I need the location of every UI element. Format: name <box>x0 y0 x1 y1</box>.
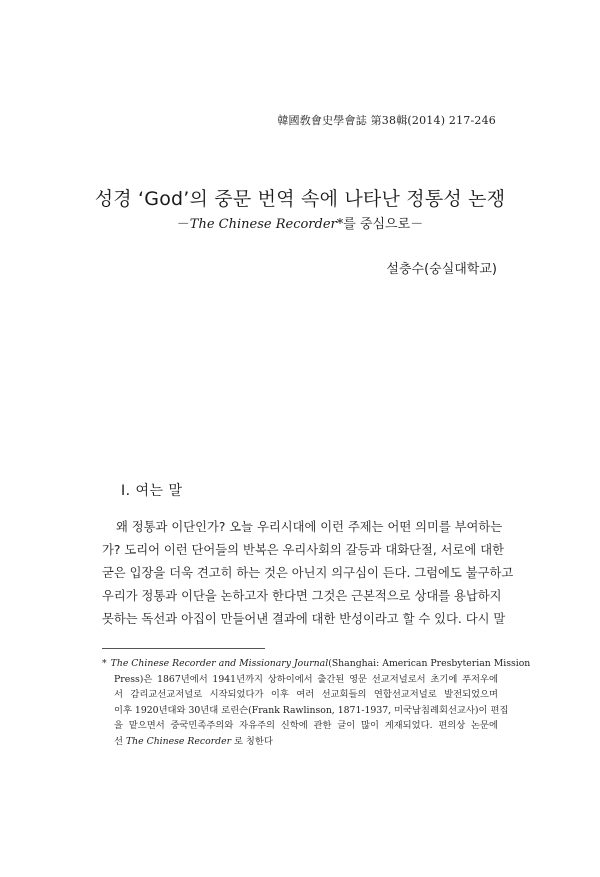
footnote-publisher: (Shanghai: American Presbyterian Mission <box>328 658 531 669</box>
body-paragraph <box>102 516 514 631</box>
subtitle-rest: *를 중심으로 <box>336 217 411 232</box>
subtitle-dash-right: － <box>410 217 424 232</box>
article-subtitle <box>0 216 600 234</box>
article-title: 성경 ‘God’의 중문 번역 속에 나타난 정통성 논쟁 <box>94 188 506 210</box>
footnote-line <box>102 734 498 750</box>
footnote-line <box>102 656 531 672</box>
title-block <box>0 186 600 234</box>
footnote-line: 서 감리교선교저널로 시작되었다가 이후 여러 선교회들의 연합선교저널로 발전되었으며 <box>114 689 498 701</box>
footnote <box>102 656 531 750</box>
footnote-text: 선 <box>114 735 126 747</box>
footnote-text: 로 칭한다 <box>231 735 273 747</box>
footnote-divider <box>102 648 265 649</box>
paragraph-line: 못하는 독선과 아집이 만들어낸 결과에 대한 반성이라고 할 수 있다. 다시 말 <box>102 612 506 626</box>
footnote-line: Press)은 1867년에서 1941년까지 상하이에서 출간된 영문 선교저널로서 초기에 푸저우에 <box>114 673 498 685</box>
paragraph-line: 굳은 입장을 더욱 견고히 하는 것은 아닌지 의구심이 든다. 그럼에도 불구하고 <box>102 566 514 580</box>
subtitle-dash-left: － <box>176 217 190 232</box>
running-header: 韓國敎會史學會誌 第38輯(2014) 217-246 <box>277 114 496 127</box>
footnote-line: 을 맡으면서 중국민족주의와 자유주의 신학에 관한 글이 많이 게재되었다. 편의상 논문에 <box>114 720 498 732</box>
footnote-short-title: The Chinese Recorder <box>125 735 232 747</box>
section-heading: Ⅰ. 여는 말 <box>121 483 183 499</box>
paragraph-line: 왜 정통과 이단인가? 오늘 우리시대에 이런 주제는 어떤 의미를 부여하는 <box>116 520 503 534</box>
paragraph-line: 우리가 정통과 이단을 논하고자 한다면 그것은 근본적으로 상대를 용납하지 <box>102 589 502 603</box>
author-affiliation: 설충수(숭실대학교) <box>386 262 497 277</box>
footnote-line: 이후 1920년대와 30년대 로린슨(Frank Rawlinson, 1871-1937, 미국남침례회선교사)이 편집 <box>114 704 509 716</box>
footnote-mark: * <box>102 658 107 669</box>
paragraph-line: 가? 도리어 이런 단어들의 반복은 우리사회의 갈등과 대화단절, 서로에 대한 <box>102 543 504 557</box>
footnote-journal-title: The Chinese Recorder and Missionary Journal <box>110 658 329 669</box>
subtitle-journal-name: The Chinese Recorder <box>189 217 337 232</box>
